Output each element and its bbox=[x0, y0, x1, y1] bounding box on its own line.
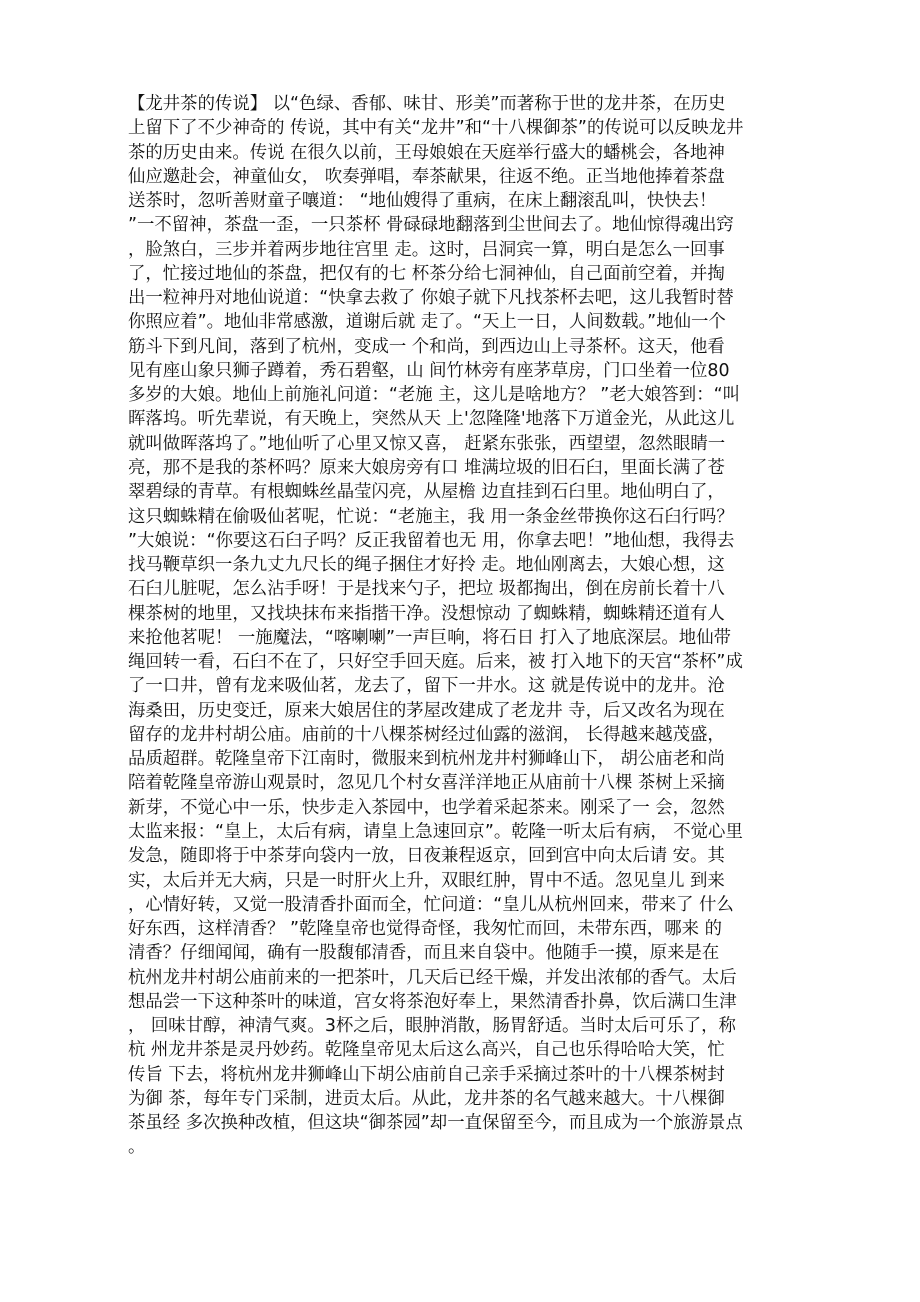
text-line: 你照应着”。地仙非常感激，道谢后就 走了。“天上一日，人间数载。”地仙一个 bbox=[128, 312, 726, 333]
text-line: 。 bbox=[128, 1137, 146, 1158]
text-line: 翠碧绿的青草。有根蜘蛛丝晶莹闪亮，从屋檐 边直挂到石臼里。地仙明白了， bbox=[128, 482, 725, 503]
text-line: 为御 茶，每年专门采制，进贡太后。从此，龙井茶的名气越来越大。十八棵御 bbox=[128, 1088, 725, 1109]
text-line: 海桑田，历史变迁，原来大娘居住的茅屋改建成了老龙井 寺，后又改名为现在 bbox=[128, 700, 725, 721]
text-line: 实，太后并无大病，只是一时肝火上升，双眼红肿，胃中不适。忽见皇儿 到来 bbox=[128, 870, 725, 891]
text-line: 见有座山象只狮子蹲着，秀石碧壑，山 间竹林旁有座茅草房，门口坐着一位80 bbox=[128, 360, 730, 381]
text-line: ，心情好转，又觉一股清香扑面而全，忙问道：“皇儿从杭州回来，带来了 什么 bbox=[128, 894, 734, 915]
text-line: ， 回味甘醇，神清气爽。3杯之后，眼肿消散，肠胃舒适。当时太后可乐了，称 bbox=[128, 1016, 736, 1037]
text-line: 品质超群。乾隆皇帝下江南时，微服来到杭州龙井村狮峰山下， 胡公庙老和尚 bbox=[128, 749, 725, 770]
text-line: ，脸煞白，三步并着两步地往宫里 走。这时，吕洞宾一算，明白是怎么一回事 bbox=[128, 239, 725, 260]
text-line: 发急，随即将于中茶芽向袋内一放，日夜兼程返京，回到宫中向太后请 安。其 bbox=[128, 846, 725, 867]
text-line: 太监来报：“皇上，太后有病，请皇上急速回京”。乾隆一听太后有病， 不觉心里 bbox=[128, 821, 743, 842]
text-line: 上留下了不少神奇的 传说，其中有关“龙井”和“十八棵御茶”的传说可以反映龙井 bbox=[128, 118, 744, 139]
text-line: 了一口井，曾有龙来吸仙茗，龙去了，留下一井水。这 就是传说中的龙井。沧 bbox=[128, 676, 725, 697]
text-line: 留存的龙井村胡公庙。庙前的十八棵茶树经过仙露的滋润， 长得越来越茂盛， bbox=[128, 724, 725, 745]
text-line: 来抢他茗呢！ 一施魔法，“喀喇喇”一声巨响，将石日 打入了地底深层。地仙带 bbox=[128, 627, 731, 648]
text-line: 了，忙接过地仙的茶盘，把仅有的七 杯茶分给七洞神仙，自己面前空着，并掏 bbox=[128, 263, 725, 284]
text-line: 新芽，不觉心中一乐，快步走入茶园中，也学着采起茶来。刚采了一 会，忽然 bbox=[128, 797, 725, 818]
article-body bbox=[128, 92, 793, 1160]
text-line: 出一粒神丹对地仙说道：“快拿去救了 你娘子就下凡找茶杯去吧，这儿我暂时替 bbox=[128, 288, 734, 309]
text-line: 仙应邀赴会，神童仙女， 吹奏弹唱，奉茶献果，往返不绝。正当地他捧着茶盘 bbox=[128, 166, 725, 187]
text-line: 茶虽经 多次换种改植，但这块“御茶园”却一直保留至今，而且成为一个旅游景点 bbox=[128, 1113, 743, 1134]
text-line: 陪着乾隆皇帝游山观景时，忽见几个村女喜洋洋地正从庙前十八棵 茶树上采摘 bbox=[128, 773, 725, 794]
text-line: 好东西，这样清香？ ”乾隆皇帝也觉得奇怪，我匆忙而回，未带东西，哪来 的 bbox=[128, 919, 722, 940]
text-line: 亮，那不是我的茶杯吗？原来大娘房旁有口 堆满垃圾的旧石臼，里面长满了苍 bbox=[128, 457, 725, 478]
text-line: 【龙井茶的传说】 以“色绿、香郁、味甘、形美”而著称于世的龙井茶，在历史 bbox=[128, 94, 726, 114]
text-line: 传旨 下去，将杭州龙井狮峰山下胡公庙前自己亲手采摘过茶叶的十八棵茶树封 bbox=[128, 1064, 725, 1085]
text-line: 杭 州龙井茶是灵丹妙药。乾隆皇帝见太后这么高兴，自己也乐得哈哈大笑，忙 bbox=[128, 1040, 725, 1061]
text-line: 石臼儿脏呢，怎么沾手呀！于是找来勺子，把垃 圾都掏出，倒在房前长着十八 bbox=[128, 579, 725, 600]
text-line: 晖落坞。听先辈说，有天晚上，突然从天 上'忽隆隆'地落下万道金光，从此这儿 bbox=[128, 409, 735, 430]
text-line: 棵茶树的地里，又找块抹布来指揩干净。没想惊动 了蜘蛛精，蜘蛛精还道有人 bbox=[128, 603, 725, 624]
text-line: 筋斗下到凡间，落到了杭州，变成一 个和尚，到西边山上寻茶杯。这天，他看 bbox=[128, 336, 725, 357]
text-line: 就叫做晖落坞了。”地仙听了心里又惊又喜， 赶紧东张张，西望望，忽然眼睛一 bbox=[128, 433, 726, 454]
text-line: 想品尝一下这种茶叶的味道，宫女将茶泡好奉上，果然清香扑鼻，饮后满口生津 bbox=[128, 991, 737, 1012]
text-line: ”大娘说：“你要这石臼子吗？反正我留着也无 用，你拿去吧！”地仙想，我得去 bbox=[128, 530, 735, 551]
text-line: 茶的历史由来。传说 在很久以前，王母娘娘在天庭举行盛大的蟠桃会，各地神 bbox=[128, 142, 725, 163]
text-line: ”一不留神，茶盘一歪，一只茶杯 骨碌碌地翻落到尘世间去了。地仙惊得魂出窍 bbox=[128, 215, 734, 236]
text-line: 绳回转一看，石臼不在了，只好空手回天庭。后来，被 打入地下的天宫“茶杯”成 bbox=[128, 652, 743, 673]
text-line: 找马鞭草织一条九丈九尺长的绳子捆住才好拎 走。地仙刚离去，大娘心想，这 bbox=[128, 555, 725, 576]
text-line: 送茶时，忽听善财童子嚷道： “地仙嫂得了重病，在床上翻滚乱叫，快快去！ bbox=[128, 191, 722, 212]
text-line: 这只蜘蛛精在偷吸仙茗呢，忙说：“老施主，我 用一条金丝带换你这石臼行吗？ bbox=[128, 506, 734, 527]
text-line: 清香？仔细闻闻，确有一股馥郁清香，而且来自袋中。他随手一摸，原来是在 bbox=[128, 943, 720, 964]
text-line: 多岁的大娘。地仙上前施礼问道：“老施 主，这儿是啥地方？ ”老大娘答到：“叫 bbox=[128, 385, 740, 406]
text-line: 杭州龙井村胡公庙前来的一把茶叶，几天后已经干燥，并发出浓郁的香气。太后 bbox=[128, 967, 737, 988]
